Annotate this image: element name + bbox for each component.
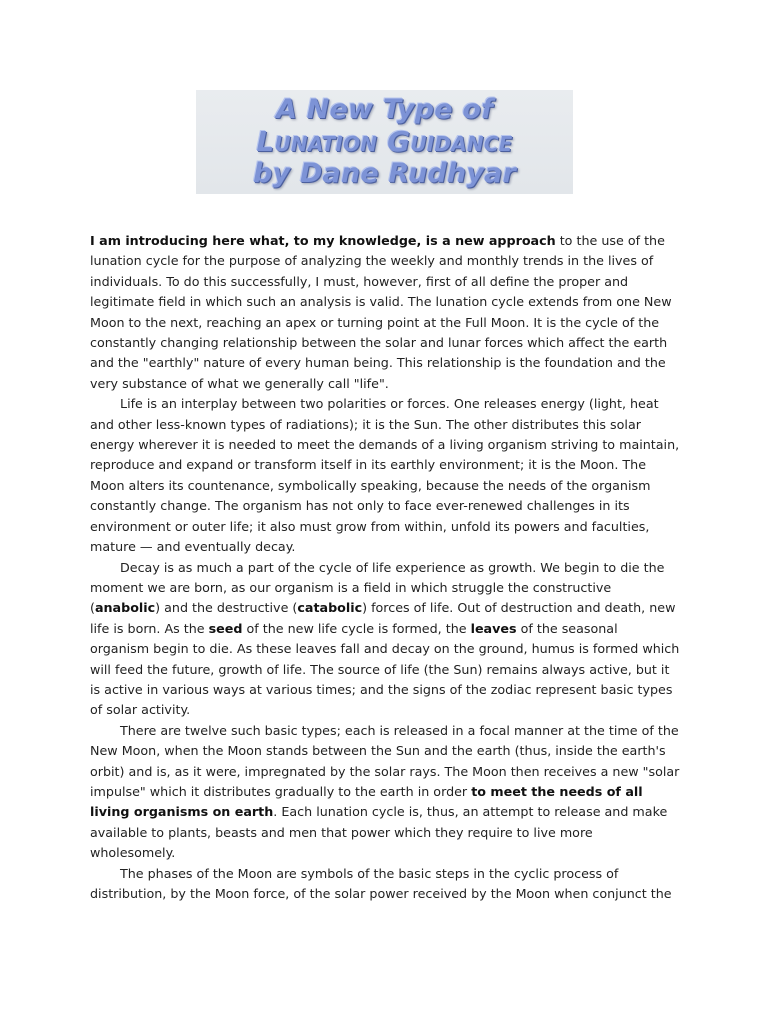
paragraph-text: ) forces of life. Out of destruction and death, new life is born. As the xyxy=(90,600,676,636)
bold-phrase: to meet the needs of all living organisms on earth xyxy=(90,783,643,820)
banner-title-line-2: Lunation Guidance xyxy=(256,125,513,158)
paragraph-text: The phases of the Moon are symbols of the basic steps in the cyclic process of distribution, by the Moon force, of the solar power received by the Moon when conjunct the xyxy=(90,865,672,901)
paragraph-text: . Each lunation cycle is, thus, an attempt to release and make available to plants, beasts and men that power which they require to live more wholesomely. xyxy=(90,804,668,861)
paragraph-text: There are twelve such basic types; each is released in a focal manner at the time of the New Moon, when the Moon stands between the Sun and the earth (thus, inside the earth's orbit) and is, as it were, impregnated by the solar rays. The Moon then receives a new "solar impulse" which it distributes gradually to the earth in order xyxy=(90,722,680,799)
article-body xyxy=(90,231,680,904)
banner-title-line-1: A New Type of xyxy=(275,94,494,125)
banner-author-line: by Dane Rudhyar xyxy=(252,158,517,189)
paragraph-text: to the use of the lunation cycle for the purpose of analyzing the weekly and monthly trends in the lives of individuals. To do this successfully, I must, however, first of all define the proper and legitimate field in which such an analysis is valid. The lunation cycle extends from one New Moon to the next, reaching an apex or turning point at the Full Moon. It is the cycle of the constantly changing relationship between the solar and lunar forces which affect the earth and the "earthly" nature of every human being. This relationship is the foundation and the very substance of what we generally call "life". xyxy=(90,233,672,391)
bold-word-catabolic: catabolic xyxy=(297,600,363,616)
bold-word-seed: seed xyxy=(208,620,243,636)
bold-phrase: I am introducing here what, to my knowledge, is a new approach xyxy=(90,233,556,248)
paragraph-text: of the new life cycle is formed, the xyxy=(242,620,471,636)
paragraph-2 xyxy=(90,394,680,557)
paragraph-3 xyxy=(90,558,680,721)
paragraph-text: of the seasonal organism begin to die. As these leaves fall and decay on the ground, humus is formed which will feed the future, growth of life. The source of life (the Sun) remains always active, but it is active in various ways at various times; and the signs of the zodiac represent basic types of solar activity. xyxy=(90,620,680,718)
paragraph-4 xyxy=(90,721,680,864)
bold-word-leaves: leaves xyxy=(470,620,517,636)
paragraph-text: ) and the destructive ( xyxy=(155,600,298,616)
paragraph-5 xyxy=(90,864,680,905)
title-banner xyxy=(196,90,573,194)
bold-word-anabolic: anabolic xyxy=(94,600,156,616)
paragraph-text: Life is an interplay between two polarities or forces. One releases energy (light, heat and other less-known types of radiations); it is the Sun. The other distributes this solar energy wherever it is needed to meet the demands of a living organism striving to maintain, reproduce and expand or transform itself in its earthly environment; it is the Moon. The Moon alters its countenance, symbolically speaking, because the needs of the organism constantly change. The organism has not only to face ever-renewed challenges in its environment or outer life; it also must grow from within, unfold its powers and faculties, mature — and eventually decay. xyxy=(90,396,680,555)
paragraph-text: Decay is as much a part of the cycle of life experience as growth. We begin to die the moment we are born, as our organism is a field in which struggle the constructive ( xyxy=(90,559,665,616)
paragraph-1 xyxy=(90,231,680,394)
